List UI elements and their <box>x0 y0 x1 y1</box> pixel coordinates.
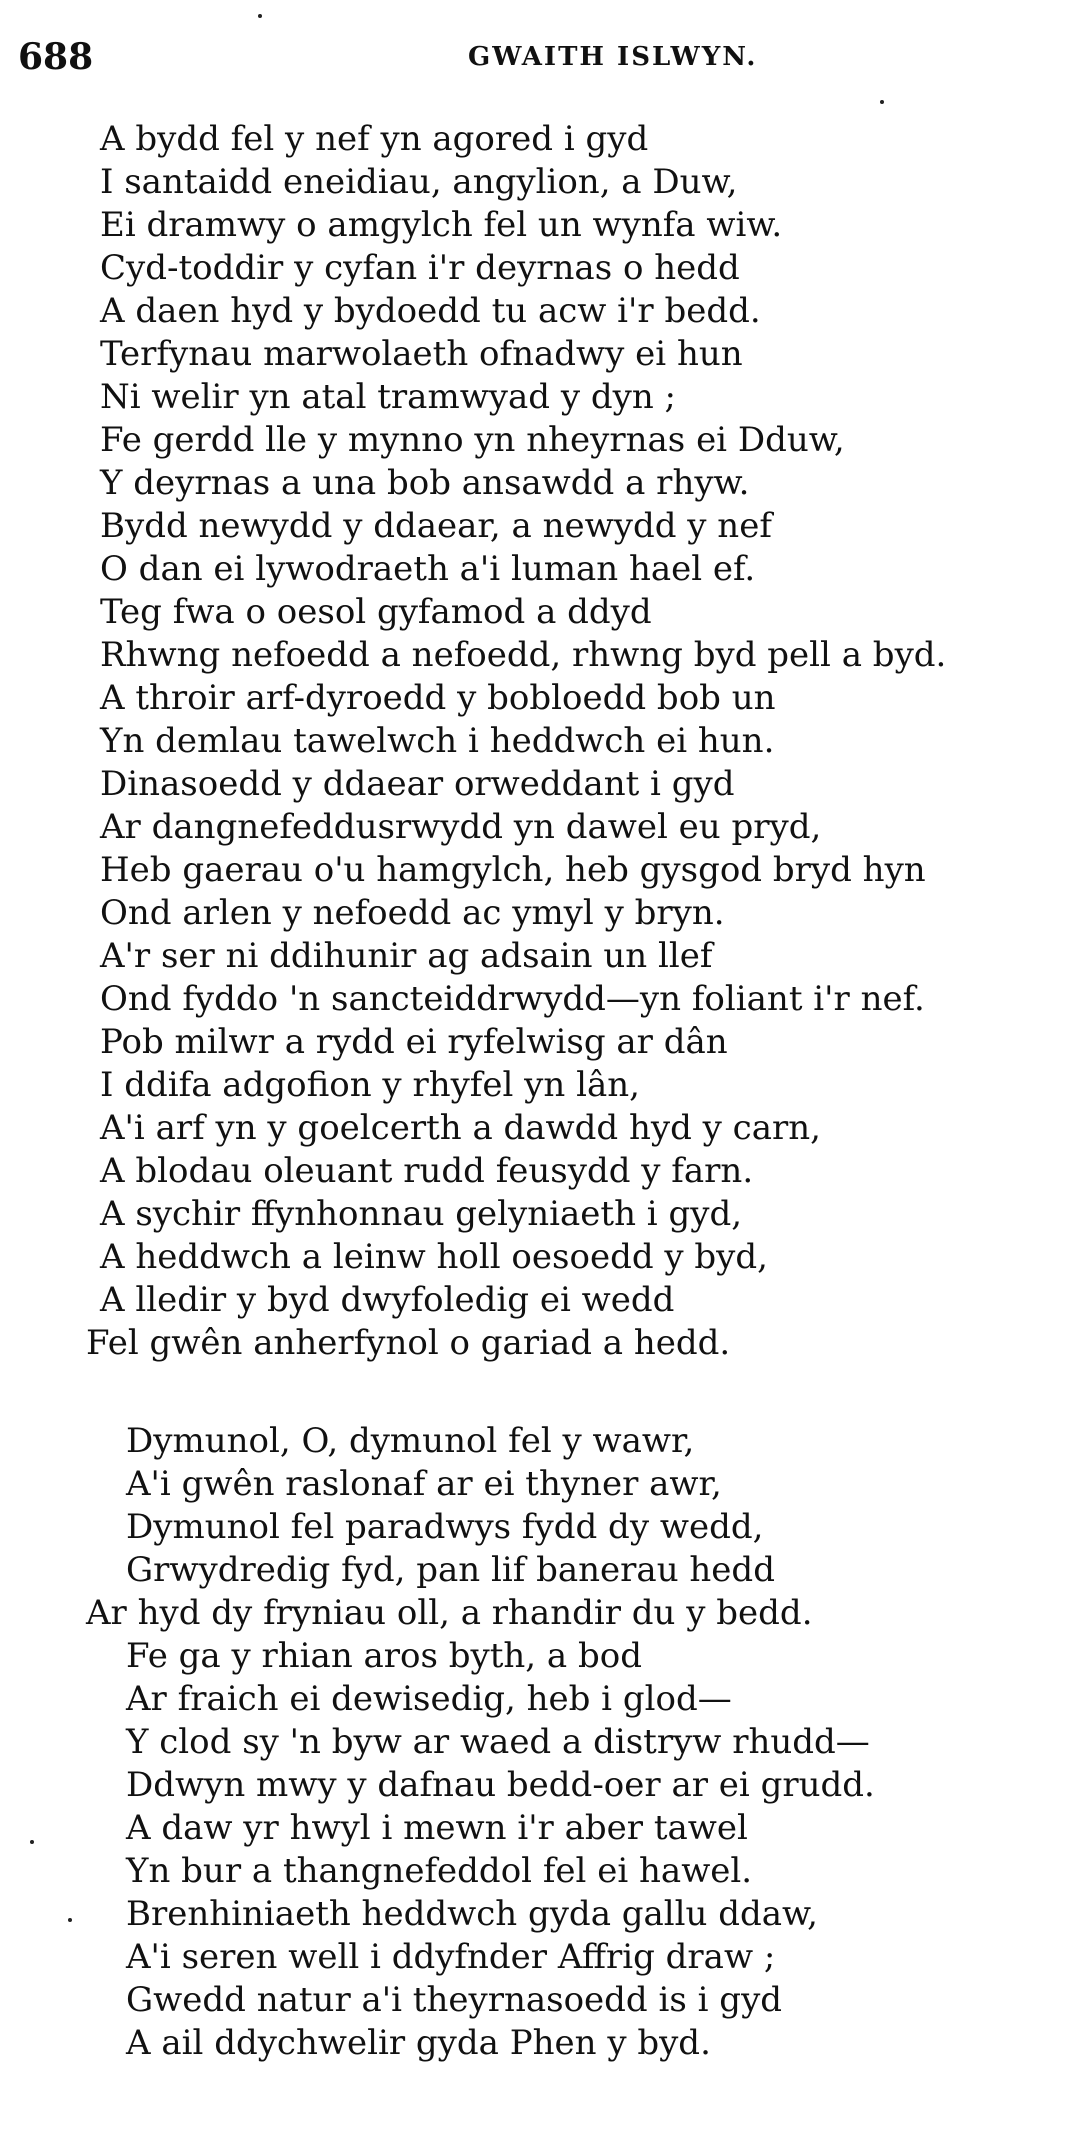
speck-mark <box>880 100 884 104</box>
poem-line: A heddwch a leinw holl oesoedd y byd, <box>100 1237 768 1277</box>
poem-line: Ond fyddo 'n sancteiddrwydd—yn foliant i'r nef. <box>100 979 925 1019</box>
poem-line: Brenhiniaeth heddwch gyda gallu ddaw, <box>126 1894 818 1934</box>
poem-line: Ei dramwy o amgylch fel un wynfa wiw. <box>100 205 783 245</box>
poem-line: A lledir y byd dwyfoledig ei wedd <box>100 1280 675 1320</box>
poem-line: A throir arf-dyroedd y bobloedd bob un <box>100 678 776 718</box>
poem-line: A ail ddychwelir gyda Phen y byd. <box>126 2023 711 2063</box>
poem-line: Yn bur a thangnefeddol fel ei hawel. <box>126 1851 753 1891</box>
poem-line: O dan ei lywodraeth a'i luman hael ef. <box>100 549 756 589</box>
poem-line: Teg fwa o oesol gyfamod a ddyd <box>100 592 652 632</box>
poem-line: Grwydredig fyd, pan lif banerau hedd <box>126 1550 775 1590</box>
page-header <box>0 36 1072 86</box>
poem-line: Ond arlen y nefoedd ac ymyl y bryn. <box>100 893 725 933</box>
poem-line: Terfynau marwolaeth ofnadwy ei hun <box>100 334 743 374</box>
poem-line: Dymunol, O, dymunol fel y wawr, <box>126 1421 695 1461</box>
poem-line: Ddwyn mwy y dafnau bedd-oer ar ei grudd. <box>126 1765 875 1805</box>
poem-line: Ar hyd dy fryniau oll, a rhandir du y bedd. <box>86 1593 813 1633</box>
poem-line: A daw yr hwyl i mewn i'r aber tawel <box>126 1808 748 1848</box>
poem-line: A sychir ffynhonnau gelyniaeth i gyd, <box>100 1194 743 1234</box>
poem-line: Ar fraich ei dewisedig, heb i glod— <box>126 1679 732 1719</box>
poem-line: Y deyrnas a una bob ansawdd a rhyw. <box>100 463 750 503</box>
poem-line: Bydd newydd y ddaear, a newydd y nef <box>100 506 772 546</box>
poem-line: Yn demlau tawelwch i heddwch ei hun. <box>100 721 775 761</box>
poem-line: Dymunol fel paradwys fydd dy wedd, <box>126 1507 764 1547</box>
poem-line: Fe gerdd lle y mynno yn nheyrnas ei Dduw, <box>100 420 845 460</box>
poem-line: Pob milwr a rydd ei ryfelwisg ar dân <box>100 1022 728 1062</box>
poem-line: Heb gaerau o'u hamgylch, heb gysgod bryd hyn <box>100 850 926 890</box>
poem-line: Ar dangnefeddusrwydd yn dawel eu pryd, <box>100 807 822 847</box>
running-title: GWAITH ISLWYN. <box>468 42 758 72</box>
poem-line: A'r ser ni ddihunir ag adsain un llef <box>100 936 713 976</box>
poem-line: Rhwng nefoedd a nefoedd, rhwng byd pell a byd. <box>100 635 947 675</box>
poem-line: Dinasoedd y ddaear orweddant i gyd <box>100 764 735 804</box>
poem-line: Ni welir yn atal tramwyad y dyn ; <box>100 377 676 417</box>
poem-line: A blodau oleuant rudd feusydd y farn. <box>100 1151 754 1191</box>
poem-line: A daen hyd y bydoedd tu acw i'r bedd. <box>100 291 761 331</box>
page-number: 688 <box>18 36 94 78</box>
poem-line: I santaidd eneidiau, angylion, a Duw, <box>100 162 738 202</box>
poem-line: A'i seren well i ddyfnder Affrig draw ; <box>126 1937 776 1977</box>
poem-line: A'i gwên raslonaf ar ei thyner awr, <box>126 1464 722 1504</box>
poem-line: Fe ga y rhian aros byth, a bod <box>126 1636 642 1676</box>
speck-mark <box>258 14 262 18</box>
poem-line: Fel gwên anherfynol o gariad a hedd. <box>86 1323 731 1363</box>
stanza-2 <box>0 1420 1072 2065</box>
poem-line: I ddifa adgofion y rhyfel yn lân, <box>100 1065 640 1105</box>
poem-line: Cyd-toddir y cyfan i'r deyrnas o hedd <box>100 248 740 288</box>
poem-line: Gwedd natur a'i theyrnasoedd is i gyd <box>126 1980 783 2020</box>
poem-line: Y clod sy 'n byw ar waed a distryw rhudd— <box>126 1722 870 1762</box>
stanza-1 <box>0 118 1072 1365</box>
poem-line: A'i arf yn y goelcerth a dawdd hyd y carn, <box>100 1108 821 1148</box>
poem-line: A bydd fel y nef yn agored i gyd <box>100 119 649 159</box>
